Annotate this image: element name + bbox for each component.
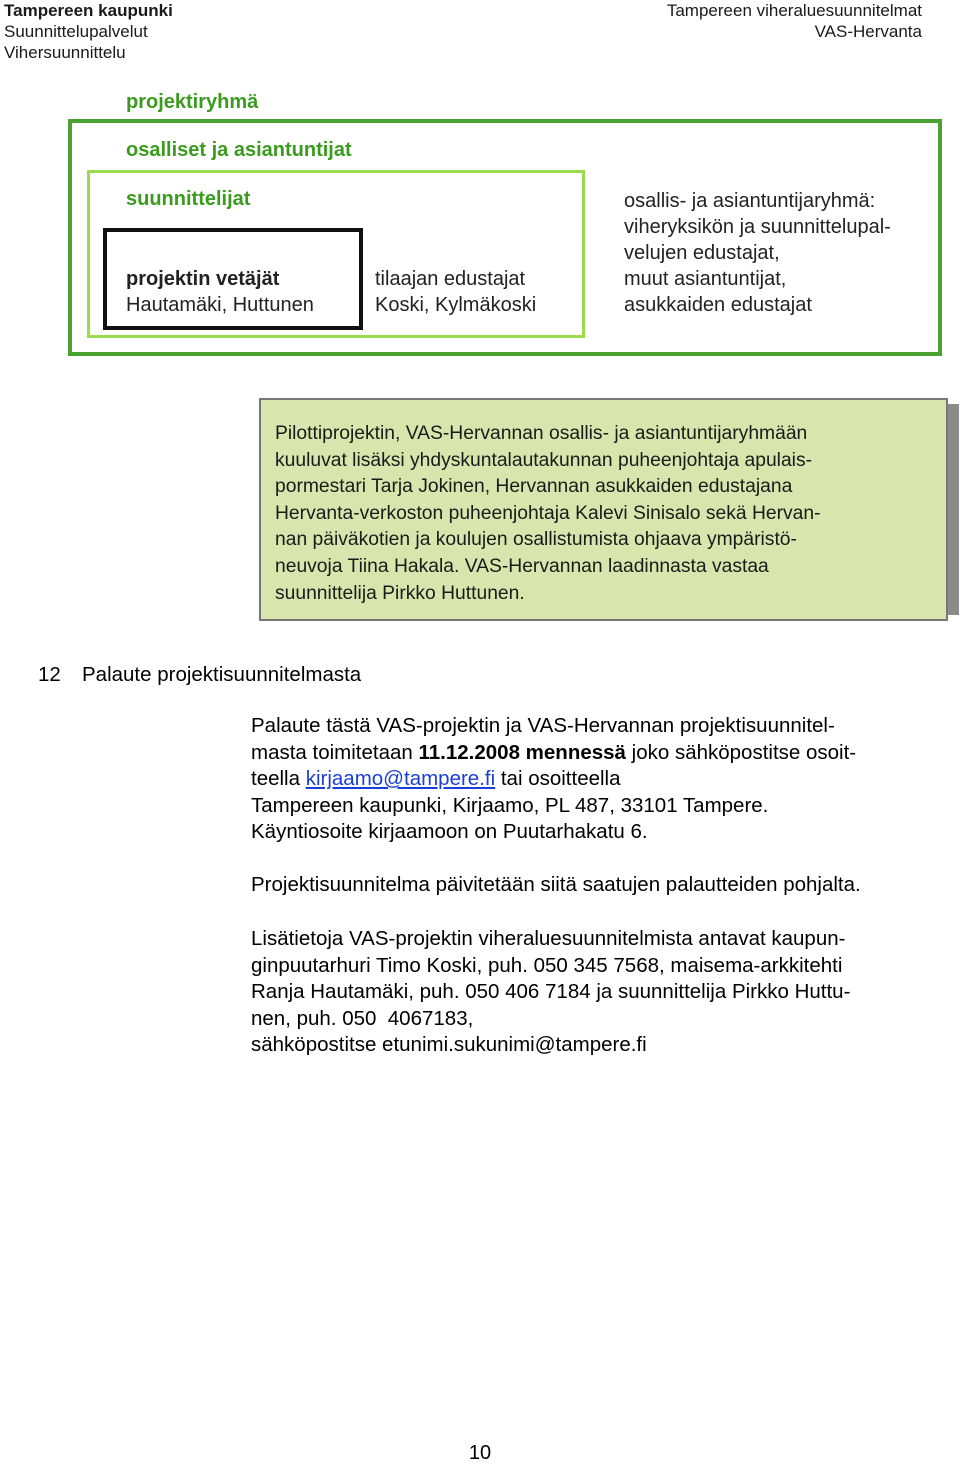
feedback-address: Tampereen kaupunki, Kirjaamo, PL 487, 33101 Tampere.	[251, 793, 769, 817]
feedback-text: tai osoitteella	[495, 767, 621, 790]
section-number: 12	[38, 663, 61, 686]
page-number: 10	[468, 1442, 492, 1464]
diagram-title: projektiryhmä	[126, 91, 259, 113]
feedback-line	[251, 740, 941, 767]
expert-group-line: viheryksikön ja suunnittelupal-	[624, 216, 891, 238]
note-line: neuvoja Tiina Hakala. VAS-Hervannan laadinnasta vastaa	[275, 555, 769, 577]
pilot-note-box	[259, 398, 948, 621]
header-doc-series: Tampereen viheraluesuunnitelmat	[666, 1, 922, 20]
header-unit: Vihersuunnittelu	[4, 43, 126, 62]
note-line: suunnittelija Pirkko Huttunen.	[275, 582, 525, 604]
note-line: nan päiväkotien ja koulujen osallistumista ohjaava ympäristö-	[275, 529, 797, 551]
client-names: Koski, Kylmäkoski	[375, 294, 537, 316]
info-line: nen, puh. 050 4067183,	[251, 1006, 474, 1030]
info-line: ginpuutarhuri Timo Koski, puh. 050 345 7568, maisema-arkkitehti	[251, 953, 843, 977]
expert-group-text	[624, 188, 891, 318]
header-right	[667, 0, 922, 42]
planners-label: suunnittelijat	[126, 188, 251, 210]
section-title: Palaute projektisuunnitelmasta	[82, 663, 362, 686]
feedback-visit-address: Käyntiosoite kirjaamoon on Puutarhakatu 6.	[251, 820, 648, 843]
header-doc-name: VAS-Hervanta	[814, 22, 922, 41]
feedback-line: Palaute tästä VAS-projektin ja VAS-Hervannan projektisuunnitel-	[251, 714, 835, 737]
note-line: Hervanta-verkoston puheenjohtaja Kalevi Sinisalo sekä Hervan-	[275, 502, 821, 524]
info-line: Ranja Hautamäki, puh. 050 406 7184 ja suunnittelija Pirkko Huttu-	[251, 980, 851, 1003]
header-org: Tampereen kaupunki	[4, 1, 173, 20]
leaders-title: projektin vetäjät	[126, 268, 280, 290]
header-left	[4, 0, 173, 63]
note-line: pormestari Tarja Jokinen, Hervannan asukkaiden edustajana	[275, 476, 793, 498]
feedback-text: joko sähköpostitse osoit-	[625, 740, 857, 764]
expert-group-line: osallis- ja asiantuntijaryhmä:	[624, 190, 876, 212]
stakeholders-label: osalliset ja asiantuntijat	[126, 139, 352, 161]
email-link[interactable]: kirjaamo@tampere.fi	[305, 767, 496, 790]
expert-group-line: asukkaiden edustajat	[624, 294, 812, 316]
info-line: Lisätietoja VAS-projektin viheraluesuunnitelmista antavat kaupun-	[251, 927, 846, 950]
client-text	[375, 266, 536, 318]
info-paragraph	[251, 926, 941, 1059]
info-line: sähköpostitse etunimi.sukunimi@tampere.fi	[251, 1033, 647, 1056]
header-department: Suunnittelupalvelut	[4, 22, 148, 41]
leaders-names: Hautamäki, Huttunen	[126, 294, 314, 316]
feedback-deadline: 11.12.2008 mennessä	[418, 740, 626, 764]
feedback-line	[251, 766, 941, 793]
client-title: tilaajan edustajat	[375, 268, 526, 290]
leaders-text	[126, 266, 314, 318]
expert-group-line: muut asiantuntijat,	[624, 268, 787, 290]
feedback-paragraph	[251, 713, 941, 846]
update-line: Projektisuunnitelma päivitetään siitä saatujen palautteiden pohjalta.	[251, 873, 861, 896]
section-heading	[38, 662, 361, 688]
note-line: Pilottiprojektin, VAS-Hervannan osallis- ja asiantuntijaryhmään	[275, 423, 808, 444]
feedback-text: teella	[251, 767, 306, 790]
feedback-text: masta toimitetaan	[251, 740, 419, 764]
expert-group-line: velujen edustajat,	[624, 242, 780, 264]
update-paragraph	[251, 872, 941, 899]
note-line: kuuluvat lisäksi yhdyskuntalautakunnan puheenjohtaja apulais-	[275, 449, 813, 471]
